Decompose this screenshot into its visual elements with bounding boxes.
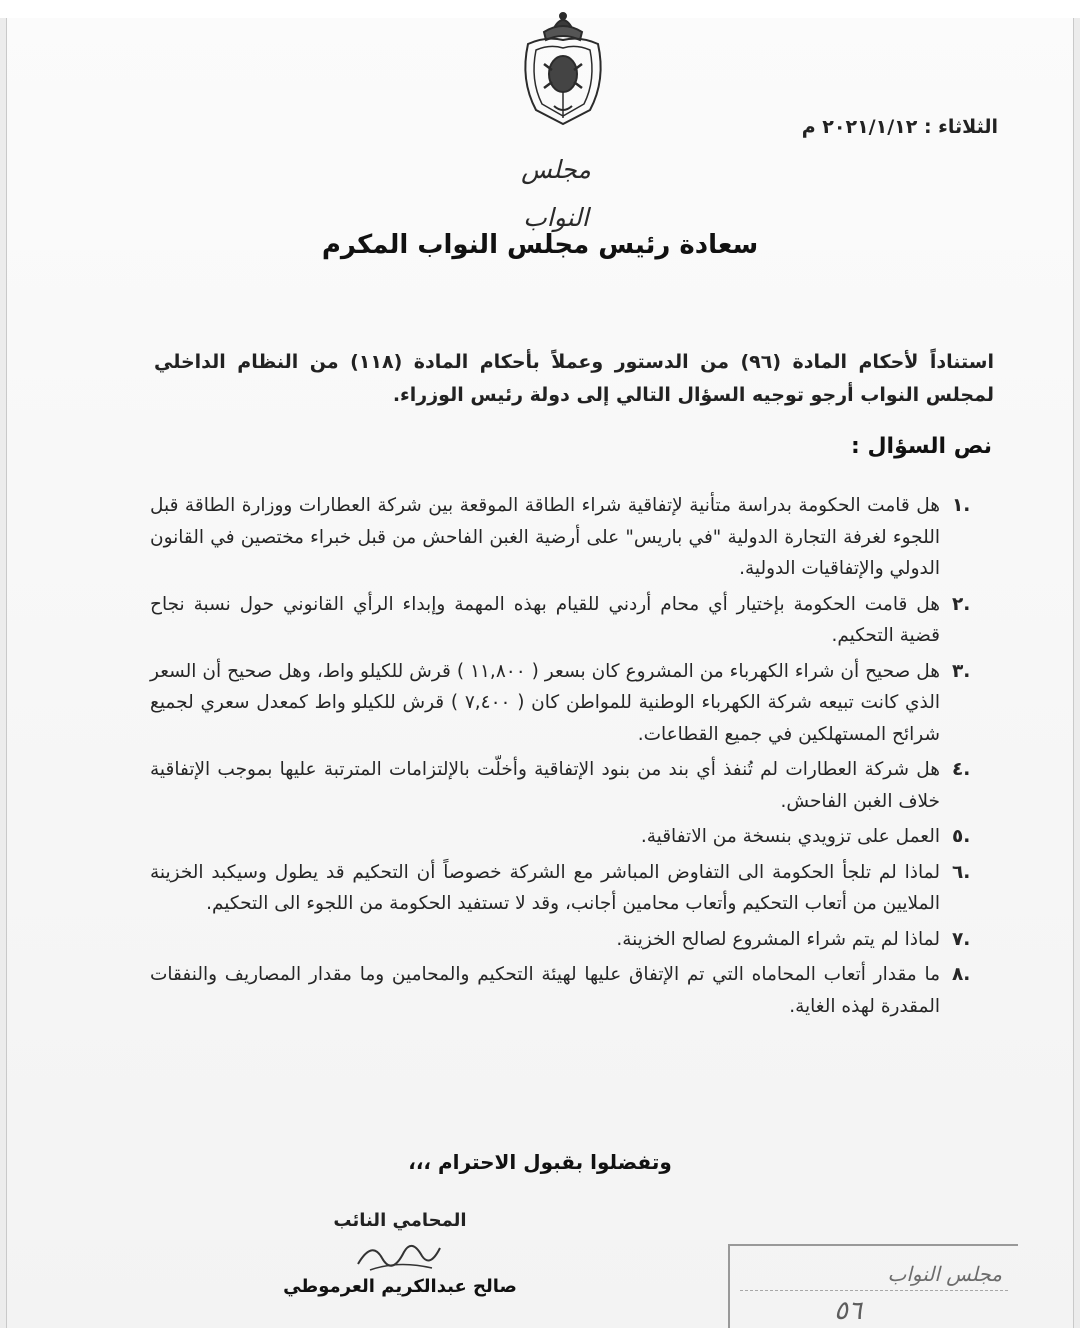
signatory-title: المحامي النائب: [333, 1210, 467, 1231]
left-border: [0, 18, 7, 1328]
stamp-title: مجلس النواب: [887, 1262, 1002, 1286]
question-number: .٣: [952, 660, 971, 682]
question-text: ما مقدار أتعاب المحاماه التي تم الإتفاق عليها لهيئة التحكيم والمحامين وما مقدار المصاريف والنفقات المقدرة لهذه الغاية.: [150, 964, 940, 1017]
council-logo: مجلس النواب: [521, 155, 591, 232]
question-item: [150, 490, 971, 585]
question-number: .٢: [952, 593, 971, 615]
question-item: [150, 821, 971, 853]
stamp-number: ٥٦: [834, 1296, 862, 1326]
right-border: [1073, 18, 1080, 1328]
question-item: [150, 857, 971, 920]
stamp-divider: [740, 1290, 1008, 1291]
addressee-heading: سعادة رئيس مجلس النواب المكرم: [321, 230, 759, 260]
question-heading: نص السؤال :: [850, 434, 992, 459]
question-item: [150, 924, 971, 956]
question-number: .٦: [952, 861, 971, 883]
question-text: لماذا لم تلجأ الحكومة الى التفاوض المباشر مع الشركة خصوصاً أن التحكيم قد يطول وسيكبد الخزينة الملايين من أتعاب التحكيم وأتعاب محامين أجانب، وقد لا تستفيد الحكومة من اللجوء الى التحكيم.: [150, 861, 940, 914]
coat-of-arms-emblem: [514, 10, 612, 128]
question-text: هل شركة العطارات لم تُنفذ أي بند من بنود الإتفاقية وأخلّت بالإلتزامات المترتبة عليها بموجب الإتفاقية خلاف الغبن الفاحش.: [150, 759, 940, 812]
question-item: [150, 589, 971, 652]
question-item: [150, 754, 971, 817]
question-text: هل قامت الحكومة بإختيار أي محام أردني للقيام بهذه المهمة وإبداء الرأي القانوني حول نسبة نجاح قضية التحكيم.: [150, 593, 940, 646]
question-text: لماذا لم يتم شراء المشروع لصالح الخزينة.: [616, 928, 940, 950]
handwritten-signature: [352, 1230, 444, 1278]
question-text: العمل على تزويدي بنسخة من الاتفاقية.: [640, 826, 940, 847]
question-text: هل صحيح أن شراء الكهرباء من المشروع كان بسعر ( ١١,٨٠٠ ) قرش للكيلو واط، وهل صحيح أن السعر الذي كانت تبيعه شركة الكهرباء الوطنية للمواطن كان ( ٧,٤٠٠ ) قرش للكيلو واط كمعدل سعري لجميع شرائح المستهلكين في جميع القطاعات.: [150, 660, 940, 745]
signatory-name: صالح عبدالكريم العرموطي: [283, 1276, 517, 1297]
question-number: .٨: [952, 964, 971, 985]
letter-date: الثلاثاء : ٢٠٢١/١/١٢ م: [801, 116, 998, 138]
intro-paragraph: [154, 346, 994, 412]
closing-line: وتفضلوا بقبول الاحترام ،،،: [408, 1150, 672, 1174]
question-item: [150, 959, 971, 1022]
question-number: .٤: [952, 759, 971, 780]
intro-text: استناداً لأحكام المادة (٩٦) من الدستور وعملاً بأحكام المادة (١١٨) من النظام الداخلي لمجلس النواب أرجو توجيه السؤال التالي إلى دولة رئيس الوزراء.: [154, 351, 994, 406]
question-number: .٧: [952, 928, 971, 950]
question-item: [150, 656, 971, 751]
received-stamp: [728, 1244, 1018, 1328]
question-number: .١: [952, 495, 971, 516]
question-list: [150, 490, 971, 1026]
question-number: .٥: [952, 826, 971, 847]
question-text: هل قامت الحكومة بدراسة متأنية لإتفاقية شراء الطاقة الموقعة بين شركة العطارات ووزارة الطاقة قبل اللجوء لغرفة التجارة الدولية "في باريس" على أرضية الغبن الفاحش من قبل خبراء مختصين في القانون الدولي والإتفاقيات الدولية.: [150, 495, 940, 579]
